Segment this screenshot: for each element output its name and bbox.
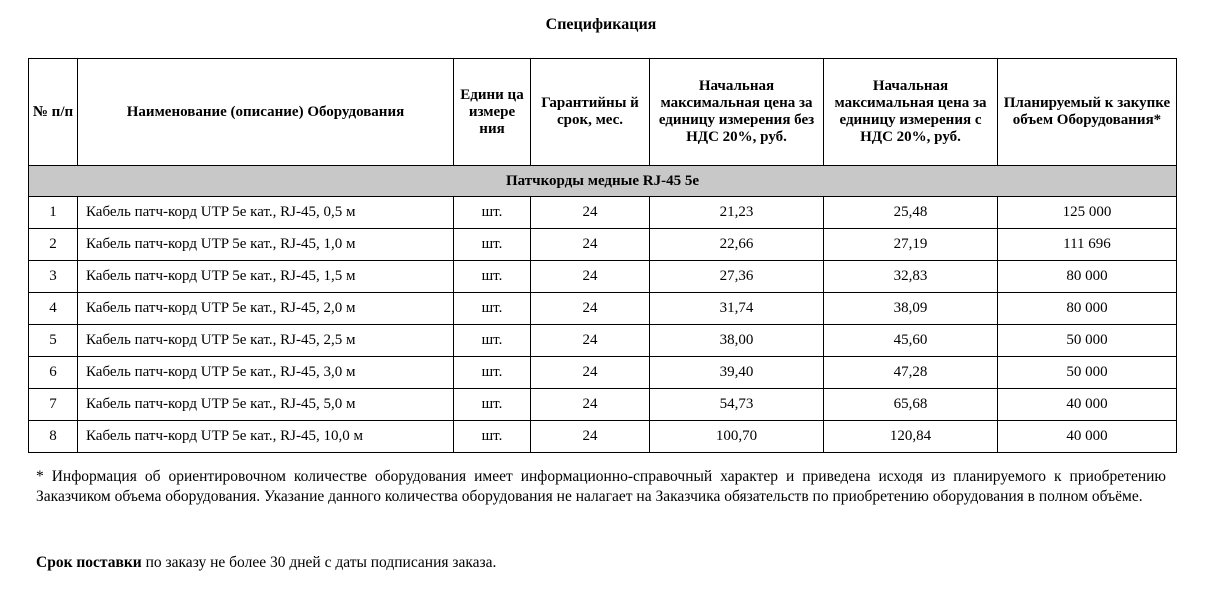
cell-unit: шт.	[454, 421, 531, 453]
cell-volume: 50 000	[998, 325, 1177, 357]
header-name: Наименование (описание) Оборудования	[78, 59, 454, 166]
cell-price-vat: 120,84	[824, 421, 998, 453]
cell-volume: 125 000	[998, 197, 1177, 229]
cell-name: Кабель патч-корд UTP 5e кат., RJ-45, 0,5 м	[78, 197, 454, 229]
cell-price-no-vat: 31,74	[650, 293, 824, 325]
cell-unit: шт.	[454, 357, 531, 389]
cell-volume: 40 000	[998, 421, 1177, 453]
table-row	[29, 357, 1177, 389]
table-row	[29, 325, 1177, 357]
cell-price-vat: 32,83	[824, 261, 998, 293]
cell-num: 6	[29, 357, 78, 389]
table-row	[29, 229, 1177, 261]
cell-price-vat: 45,60	[824, 325, 998, 357]
header-unit: Едини ца измере ния	[454, 59, 531, 166]
cell-volume: 80 000	[998, 261, 1177, 293]
header-warranty: Гарантийны й срок, мес.	[531, 59, 650, 166]
cell-price-no-vat: 27,36	[650, 261, 824, 293]
cell-warranty: 24	[531, 197, 650, 229]
cell-price-no-vat: 21,23	[650, 197, 824, 229]
cell-price-vat: 38,09	[824, 293, 998, 325]
cell-price-no-vat: 100,70	[650, 421, 824, 453]
cell-volume: 80 000	[998, 293, 1177, 325]
cell-price-no-vat: 38,00	[650, 325, 824, 357]
cell-num: 5	[29, 325, 78, 357]
delivery-label: Срок поставки	[36, 554, 142, 571]
cell-volume: 111 696	[998, 229, 1177, 261]
cell-unit: шт.	[454, 197, 531, 229]
document-title: Спецификация	[545, 16, 657, 33]
cell-name: Кабель патч-корд UTP 5e кат., RJ-45, 2,0 м	[78, 293, 454, 325]
cell-warranty: 24	[531, 261, 650, 293]
cell-num: 8	[29, 421, 78, 453]
cell-unit: шт.	[454, 389, 531, 421]
cell-price-no-vat: 22,66	[650, 229, 824, 261]
cell-price-vat: 47,28	[824, 357, 998, 389]
cell-price-no-vat: 54,73	[650, 389, 824, 421]
cell-warranty: 24	[531, 325, 650, 357]
cell-warranty: 24	[531, 229, 650, 261]
cell-name: Кабель патч-корд UTP 5e кат., RJ-45, 3,0 м	[78, 357, 454, 389]
header-price-vat: Начальная максимальная цена за единицу измерения с НДС 20%, руб.	[824, 59, 998, 166]
table-row	[29, 389, 1177, 421]
delivery-terms	[36, 553, 1166, 573]
cell-warranty: 24	[531, 357, 650, 389]
cell-num: 3	[29, 261, 78, 293]
cell-num: 2	[29, 229, 78, 261]
cell-unit: шт.	[454, 229, 531, 261]
cell-name: Кабель патч-корд UTP 5e кат., RJ-45, 10,0 м	[78, 421, 454, 453]
cell-warranty: 24	[531, 421, 650, 453]
header-price-no-vat: Начальная максимальная цена за единицу измерения без НДС 20%, руб.	[650, 59, 824, 166]
cell-price-vat: 65,68	[824, 389, 998, 421]
cell-num: 1	[29, 197, 78, 229]
cell-price-vat: 27,19	[824, 229, 998, 261]
table-header-row	[29, 59, 1177, 166]
group-title: Патчкорды медные RJ-45 5е	[29, 166, 1177, 197]
cell-volume: 50 000	[998, 357, 1177, 389]
cell-num: 7	[29, 389, 78, 421]
cell-warranty: 24	[531, 293, 650, 325]
specification-table	[28, 58, 1177, 453]
header-volume: Планируемый к закупке объем Оборудования*	[998, 59, 1177, 166]
cell-name: Кабель патч-корд UTP 5e кат., RJ-45, 1,5 м	[78, 261, 454, 293]
table-row	[29, 197, 1177, 229]
cell-name: Кабель патч-корд UTP 5e кат., RJ-45, 2,5 м	[78, 325, 454, 357]
cell-unit: шт.	[454, 325, 531, 357]
cell-name: Кабель патч-корд UTP 5e кат., RJ-45, 5,0 м	[78, 389, 454, 421]
cell-unit: шт.	[454, 261, 531, 293]
cell-price-no-vat: 39,40	[650, 357, 824, 389]
delivery-text: по заказу не более 30 дней с даты подписания заказа.	[141, 554, 497, 571]
cell-num: 4	[29, 293, 78, 325]
group-row	[29, 166, 1177, 197]
cell-price-vat: 25,48	[824, 197, 998, 229]
table-row	[29, 261, 1177, 293]
cell-name: Кабель патч-корд UTP 5e кат., RJ-45, 1,0 м	[78, 229, 454, 261]
cell-warranty: 24	[531, 389, 650, 421]
table-row	[29, 293, 1177, 325]
footnote: * Информация об ориентировочном количестве оборудования имеет информационно-справочный характер и приведена исходя из планируемого к приобретению Заказчиком объема оборудования. Указание данного количества оборудования не налагает на Заказчика обязательств по приобретению оборудования в полном объёме.	[36, 468, 1166, 505]
cell-volume: 40 000	[998, 389, 1177, 421]
header-num: № п/п	[29, 59, 78, 166]
cell-unit: шт.	[454, 293, 531, 325]
table-row	[29, 421, 1177, 453]
